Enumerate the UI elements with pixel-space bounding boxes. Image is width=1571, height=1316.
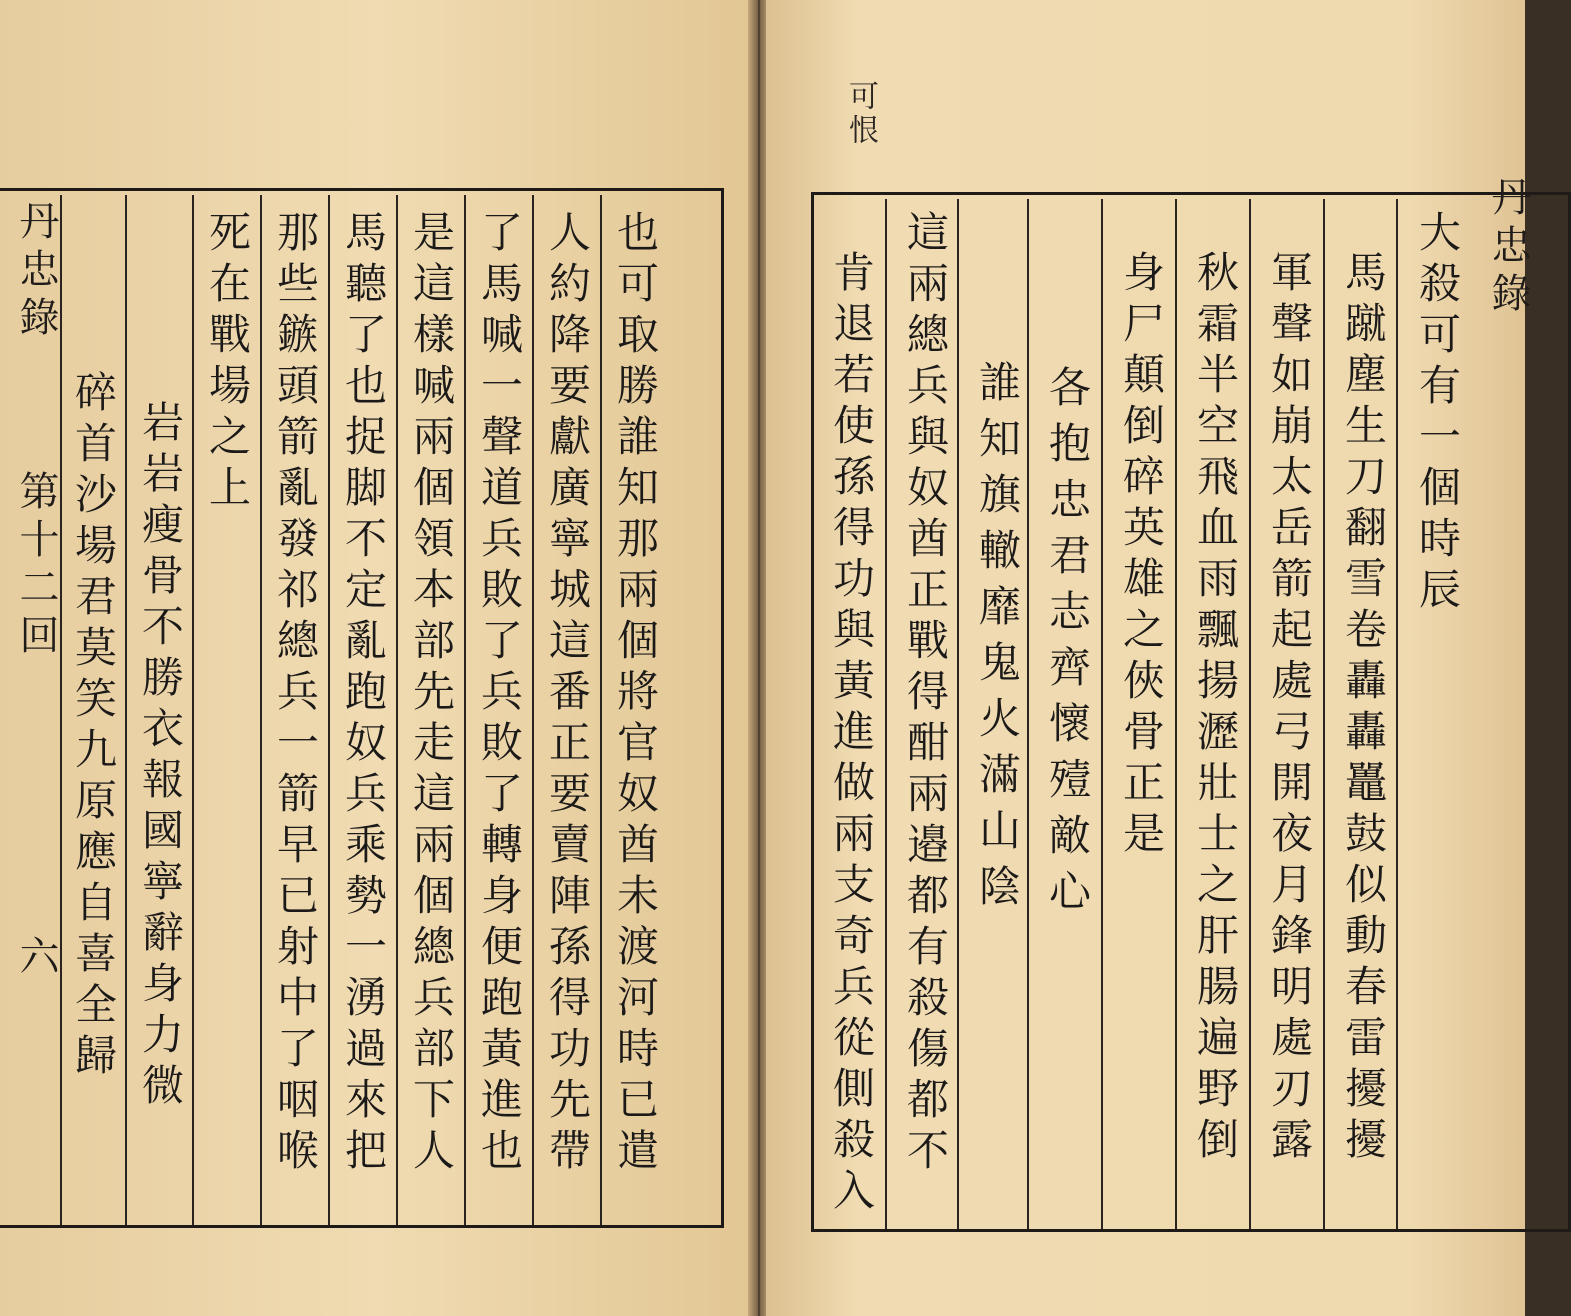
text-column: 這兩總兵與奴酋正戰得酣兩邉都有殺傷都不 — [901, 210, 950, 1179]
column-rule — [396, 195, 398, 1225]
text-column: 人約降要獻廣寧城這番正要賣陣孫得功先帶 — [543, 210, 592, 1179]
column-rule — [328, 195, 330, 1225]
column-rule — [1027, 199, 1029, 1229]
column-rule — [60, 195, 62, 1225]
text-column: 身尸顛倒碎英雄之俠骨正是 — [1117, 250, 1166, 862]
right-page — [766, 0, 1531, 1316]
text-column: 馬蹴塵生刀翻雪卷轟轟鼉鼓似動春雷擾擾 — [1339, 250, 1388, 1168]
column-rule — [192, 195, 194, 1225]
text-column: 大殺可有一個時辰 — [1413, 210, 1462, 618]
right-spine-title: 丹忠錄 — [1485, 176, 1531, 320]
text-column: 是這樣喊兩個領本部先走這兩個總兵部下人 — [407, 210, 456, 1179]
column-rule — [1249, 199, 1251, 1229]
text-column: 碎首沙場君莫笑九原應自喜全歸 — [69, 370, 118, 1084]
column-rule — [957, 199, 959, 1229]
text-column: 馬聽了也捉脚不定亂跑奴兵乘勢一湧過來把 — [339, 210, 388, 1179]
column-rule — [885, 199, 887, 1229]
text-column: 岩岩瘦骨不勝衣報國寧辭身力微 — [136, 400, 185, 1114]
text-column: 了馬喊一聲道兵敗了兵敗了轉身便跑黃進也 — [475, 210, 524, 1179]
column-rule — [1175, 199, 1177, 1229]
column-rule — [1101, 199, 1103, 1229]
column-rule — [464, 195, 466, 1225]
left-chapter-label: 第十二回 — [13, 470, 59, 662]
text-column: 肯退若使孫得功與黃進做兩支奇兵從側殺入 — [827, 250, 876, 1219]
left-folio-number: 六 — [13, 935, 59, 983]
column-rule — [1396, 199, 1398, 1229]
verse-column: 各抱忠君志齊懷殪敵心 — [1043, 365, 1092, 925]
column-rule — [125, 195, 127, 1225]
left-page — [0, 0, 752, 1316]
marginal-annotation: 可恨 — [843, 80, 878, 148]
text-column: 秋霜半空飛血雨飄揚瀝壯士之肝腸遍野倒 — [1191, 250, 1240, 1168]
text-column: 軍聲如崩太岳箭起處弓開夜月鋒明處刃露 — [1265, 250, 1314, 1168]
text-column: 也可取勝誰知那兩個將官奴酋未渡河時已遣 — [611, 210, 660, 1179]
show-through-text — [90, 90, 147, 140]
column-rule — [1323, 199, 1325, 1229]
column-rule — [260, 195, 262, 1225]
column-rule — [532, 195, 534, 1225]
left-spine-title: 丹忠錄 — [13, 200, 59, 344]
verse-column: 誰知旗轍靡鬼火滿山陰 — [973, 360, 1022, 920]
column-rule — [600, 195, 602, 1225]
text-column: 那些鏃頭箭亂發祁總兵一箭早已射中了咽喉 — [271, 210, 320, 1179]
text-column: 死在戰場之上 — [203, 210, 252, 516]
